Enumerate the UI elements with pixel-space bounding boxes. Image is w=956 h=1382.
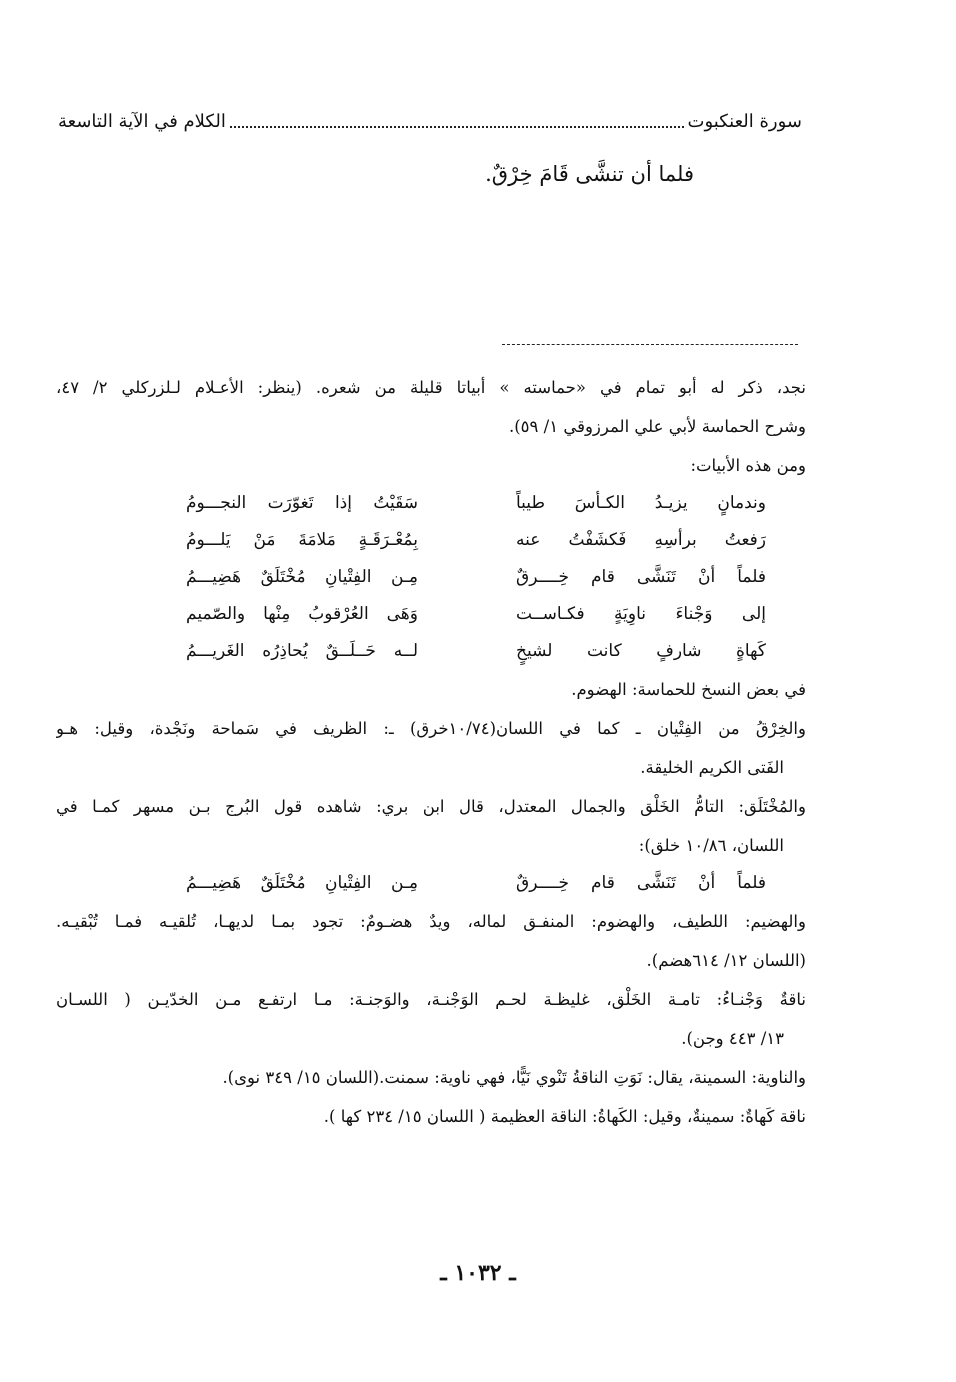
poem-first-hemistich: إلى وَجْناءَ ناوِيَةٍ فكـاســت	[516, 604, 766, 624]
footnote-line: وشرح الحماسة لأبي علي المرزوقي ١/ ٥٩).	[508, 417, 806, 436]
footnote-separator	[502, 344, 798, 345]
running-header	[58, 104, 802, 138]
footnote-line: في بعض النسخ للحماسة: الهضوم.	[571, 680, 806, 699]
poem-first-hemistich: فلماً أنْ تَنَشَّى قام خِــــرقٌ	[516, 567, 766, 587]
header-dot-leader	[230, 126, 684, 128]
footnote-line: ١٣/ ٤٤٣ وجن).	[681, 1029, 784, 1048]
poem-second-hemistich: بِمُعْـرَقَـةٍ مَلامَةَ مَنْ يَلـــومُ	[186, 530, 418, 550]
poem-first-hemistich: رَفعتُ برأسِهِ فَكشَفْتُ عنه	[516, 530, 766, 550]
poem-verse	[56, 596, 806, 633]
poem-second-hemistich: لــه حَــلَــقٌ يُحاذِرُه الغَريـــمُ	[186, 641, 418, 661]
verses-intro: ومن هذه الأبيات:	[690, 456, 806, 475]
poem-first-hemistich: كَهاةٍ شارفٍ كانت لشيخٍ	[516, 641, 766, 661]
footnote-line: والمُخْتَلَق: التامُّ الخَلْق والجمال المعتدل، قال ابن بري: شاهده قول البُرج بـن مسهر كمـا في	[56, 797, 806, 816]
quoted-verse	[56, 865, 806, 902]
page-number: ـ ١٠٣٢ ـ	[440, 1260, 516, 1286]
footnote-line: ناقة كَهاةٌ: سمينةٌ، وقيل: الكَهاةُ: الناقة العظيمة ( اللسان ١٥/ ٢٣٤ كها ).	[323, 1107, 806, 1126]
footnote-line: والخِرْقُ من الفِتْيان ـ كما في اللسان(١٠/٧٤خرق) ـ: الظريف في سَماحة ونَجْدة، وقيل: هـو	[56, 719, 806, 738]
poem-first-hemistich: فلماً أنْ تَنَشَّى قام خِــــرقٌ	[516, 873, 766, 893]
poem-verse	[56, 485, 806, 522]
footnote-line: ناقةٌ وَجْنـاءُ: تامـة الخَلْق، غليظـة لحـم الوَجْنـة، والوَجنـة: مـا ارتفـع مـن الخدّيـن ( اللسـان	[56, 990, 806, 1009]
poem-verse	[56, 559, 806, 596]
poem-second-hemistich: وَهَى العُرْقوبُ مِنْها والصّميم	[186, 604, 418, 624]
poem-second-hemistich: مِـن الفِتْيانِ مُخْتَلَقٌ هَضِيـــمُ	[186, 873, 418, 893]
footnote-line: (اللسان ١٢/ ٦١٤هضم).	[646, 951, 806, 970]
header-surah: سورة العنكبوت	[687, 110, 802, 132]
main-verse: فلما أن تنشَّى قَامَ خِرْقٌ.	[485, 162, 694, 186]
poem-verse	[56, 633, 806, 670]
poem-verse	[56, 522, 806, 559]
poem-second-hemistich: مِـن الفِتْيانِ مُخْتَلَقٌ هَضِيـــمُ	[186, 567, 418, 587]
footnote-line: والناوية: السمينة، يقال: نَوَتِ الناقةُ تَنْوي نَيًّا، فهي ناوية: سمنت.(اللسان ١٥/ ٣٤٩ نوى).	[222, 1068, 806, 1087]
footnote-line: والهضيم: اللطيف، والهضوم: المنفـق لماله، ويدٌ هضـومٌ: تجود بمـا لديهـا، تُلقيـه فمـا تُبْقيـه.	[56, 912, 806, 931]
footnote-line: اللسان، ١٠/٨٦ خلق):	[638, 836, 784, 855]
header-section: الكلام في الآية التاسعة	[58, 110, 226, 132]
footnotes	[56, 368, 806, 1136]
poem-second-hemistich: سَقَيْتُ إذا تَغوّرَت النجـــومُ	[186, 493, 418, 513]
poem-first-hemistich: وندمانٍ يزيـدُ الكـأسَ طيباً	[516, 493, 766, 513]
footnote-line: نجد، ذكر له أبو تمام في «حماسته » أبياتا قليلة من شعره. (ينظر: الأعـلام لـلزركلي ٢/ ٤٧،	[56, 378, 806, 397]
footnote-line: الفَتى الكريم الخليقة.	[640, 758, 784, 777]
